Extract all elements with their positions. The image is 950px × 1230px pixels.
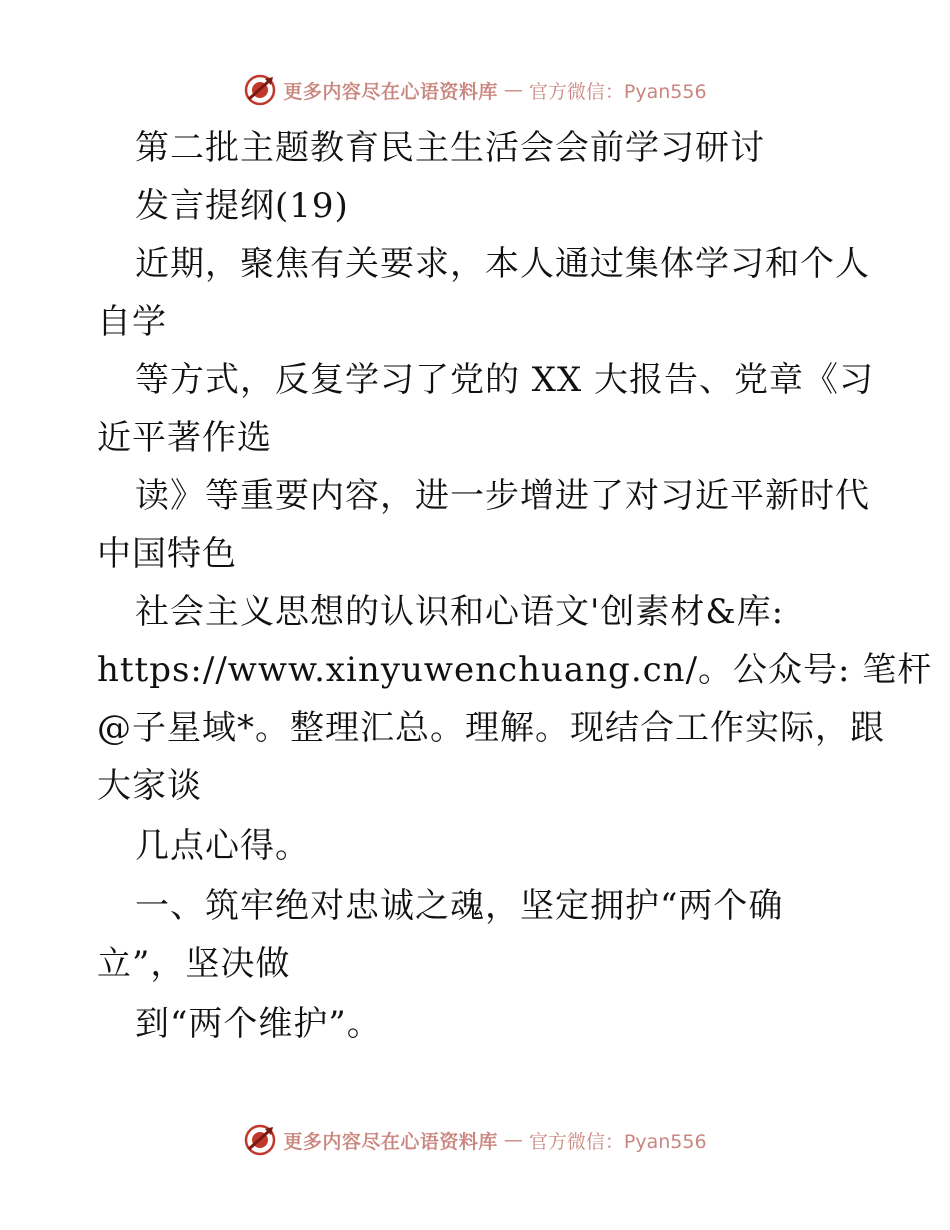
paragraph-line: 近平著作选 — [97, 418, 272, 458]
paragraph-line: 自学 — [97, 302, 167, 342]
watermark-contact-text: 官方微信：Pyan556 — [528, 80, 707, 103]
section-heading-line: 一、筑牢绝对忠诚之魂，坚定拥护“两个确 — [135, 886, 784, 926]
paragraph-line: 读》等重要内容，进一步增进了对习近平新时代 — [135, 476, 870, 516]
watermark-dash: — — [503, 1129, 523, 1151]
watermark-contact-text: 官方微信：Pyan556 — [528, 1130, 707, 1153]
section-heading-line: 到“两个维护”。 — [135, 1004, 382, 1044]
paragraph-line: 大家谈 — [97, 766, 202, 806]
paragraph-line: 中国特色 — [97, 534, 237, 574]
watermark-main-text: 更多内容尽在心语资料库 — [283, 80, 498, 103]
section-heading-line: 立”，坚决做 — [97, 944, 291, 984]
logo-icon — [243, 1123, 277, 1157]
document-title-line-1: 第二批主题教育民主生活会会前学习研讨 — [135, 128, 765, 168]
paragraph-line: 社会主义思想的认识和心语文'创素材&库: — [135, 592, 785, 632]
paragraph-line: 等方式，反复学习了党的 XX 大报告、党章《习 — [135, 360, 875, 400]
paragraph-line: https://www.xinyuwenchuang.cn/。公众号: 笔杆 — [97, 650, 933, 690]
paragraph-line: @子星域*。整理汇总。理解。现结合工作实际，跟 — [97, 708, 885, 748]
paragraph-line: 近期，聚焦有关要求，本人通过集体学习和个人 — [135, 244, 870, 284]
footer-watermark — [0, 1120, 950, 1160]
header-watermark — [0, 70, 950, 110]
logo-icon — [243, 73, 277, 107]
watermark-dash: — — [503, 79, 523, 101]
watermark-main-text: 更多内容尽在心语资料库 — [283, 1130, 498, 1153]
paragraph-line: 几点心得。 — [135, 826, 310, 866]
document-title-line-2: 发言提纲(19) — [135, 186, 349, 226]
